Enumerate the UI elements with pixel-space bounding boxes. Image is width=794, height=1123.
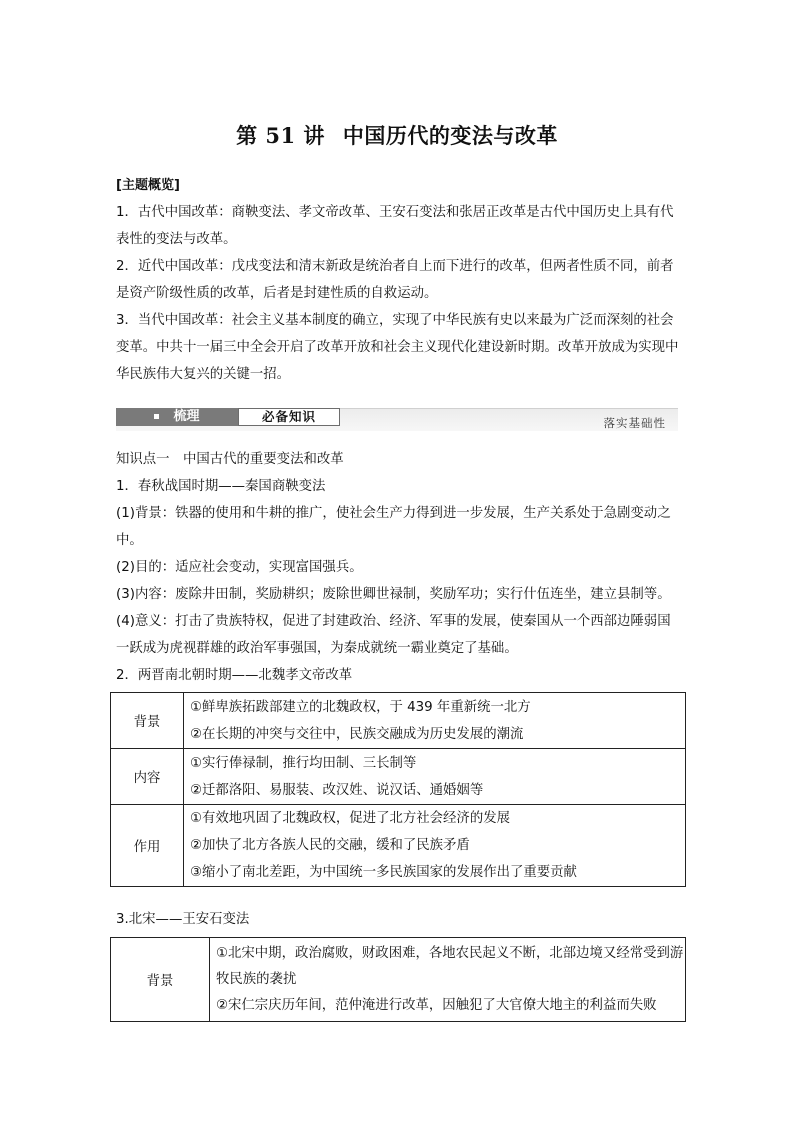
sec2-title: 2．两晋南北朝时期——北魏孝文帝改革 (116, 668, 353, 683)
row-label: 背景 (111, 693, 184, 749)
row-item: ②宋仁宗庆历年间，范仲淹进行改革，因触犯了大官僚大地主的利益而失败 (216, 997, 657, 1013)
row-item: ①实行俸禄制，推行均田制、三长制等 (190, 755, 417, 771)
row-item: ③缩小了南北差距，为中国统一多民族国家的发展作出了重要贡献 (190, 865, 577, 880)
xiaowen-table (110, 692, 686, 887)
overview-item-2: 2．近代中国改革：戊戌变法和清末新政是统治者自上而下进行的改革，但两者性质不同，前者是资产阶级性质的改革，后者是封建性质的自救运动。 (116, 259, 674, 301)
sec1-title: 1．春秋战国时期——秦国商鞅变法 (116, 479, 326, 494)
knowledge-point-title: 知识点一 中国古代的重要变法和改革 (116, 452, 344, 467)
row-item: ②在长期的冲突与交往中，民族交融成为历史发展的潮流 (190, 726, 524, 742)
table-row (111, 938, 686, 1022)
row-item: ①北宋中期，政治腐败，财政困难，各地农民起义不断，北部边境又经常受到游牧民族的袭扰 (216, 945, 684, 987)
table-row (111, 805, 686, 887)
square-icon (154, 414, 159, 419)
sec1-item-1: (1)背景：铁器的使用和牛耕的推广，使社会生产力得到进一步发展，生产关系处于急剧变动之中。 (116, 506, 671, 548)
lecture-number: 第 51 讲 (236, 123, 325, 148)
overview-item-1: 1．古代中国改革：商鞅变法、孝文帝改革、王安石变法和张居正改革是古代中国历史上具有代表性的变法与改革。 (116, 205, 674, 247)
overview-item-3: 3．当代中国改革：社会主义基本制度的确立，实现了中华民族有史以来最为广泛而深刻的社会变革。中共十一届三中全会开启了改革开放和社会主义现代化建设新时期。改革开放成为实现中华民族伟大复兴的关键一招。 (116, 313, 679, 382)
row-label: 作用 (111, 805, 184, 887)
banner-right: 落实基础性 (603, 416, 666, 430)
row-content (184, 805, 686, 887)
sec1-item-2: (2)目的：适应社会变动，实现富国强兵。 (116, 560, 363, 575)
wanganshi-table (110, 937, 686, 1022)
sec1-item-3: (3)内容：废除井田制，奖励耕织；废除世卿世禄制，奖励军功；实行什伍连坐，建立县制等。 (116, 587, 671, 602)
banner-left-label: 梳理 (173, 409, 200, 424)
row-item: ①鲜卑族拓跋部建立的北魏政权，于 439 年重新统一北方 (190, 699, 531, 715)
banner-tag: 必备知识 (238, 408, 340, 426)
sec3-title: 3.北宋——王安石变法 (116, 912, 250, 927)
row-label: 背景 (111, 938, 210, 1022)
row-item: ②加快了北方各族人民的交融，缓和了民族矛盾 (190, 838, 470, 853)
row-label: 内容 (111, 749, 184, 805)
banner-left (116, 408, 238, 426)
sec1-item-4: (4)意义：打击了贵族特权，促进了封建政治、经济、军事的发展，使秦国从一个西部边陲弱国一跃成为虎视群雄的政治军事强国，为秦成就统一霸业奠定了基础。 (116, 614, 671, 656)
overview-header: [主题概览] (116, 178, 180, 193)
section-banner (116, 408, 678, 430)
knowledge-section (116, 446, 682, 689)
row-item: ②迁都洛阳、易服装、改汉姓、说汉话、通婚姻等 (190, 782, 484, 798)
row-content (184, 749, 686, 805)
lecture-name: 中国历代的变法与改革 (342, 123, 558, 148)
table-row (111, 749, 686, 805)
row-item: ①有效地巩固了北魏政权，促进了北方社会经济的发展 (190, 811, 510, 826)
row-content (184, 693, 686, 749)
page-title (0, 120, 794, 150)
overview-section (116, 172, 682, 388)
row-content (210, 938, 686, 1022)
table-row (111, 693, 686, 749)
